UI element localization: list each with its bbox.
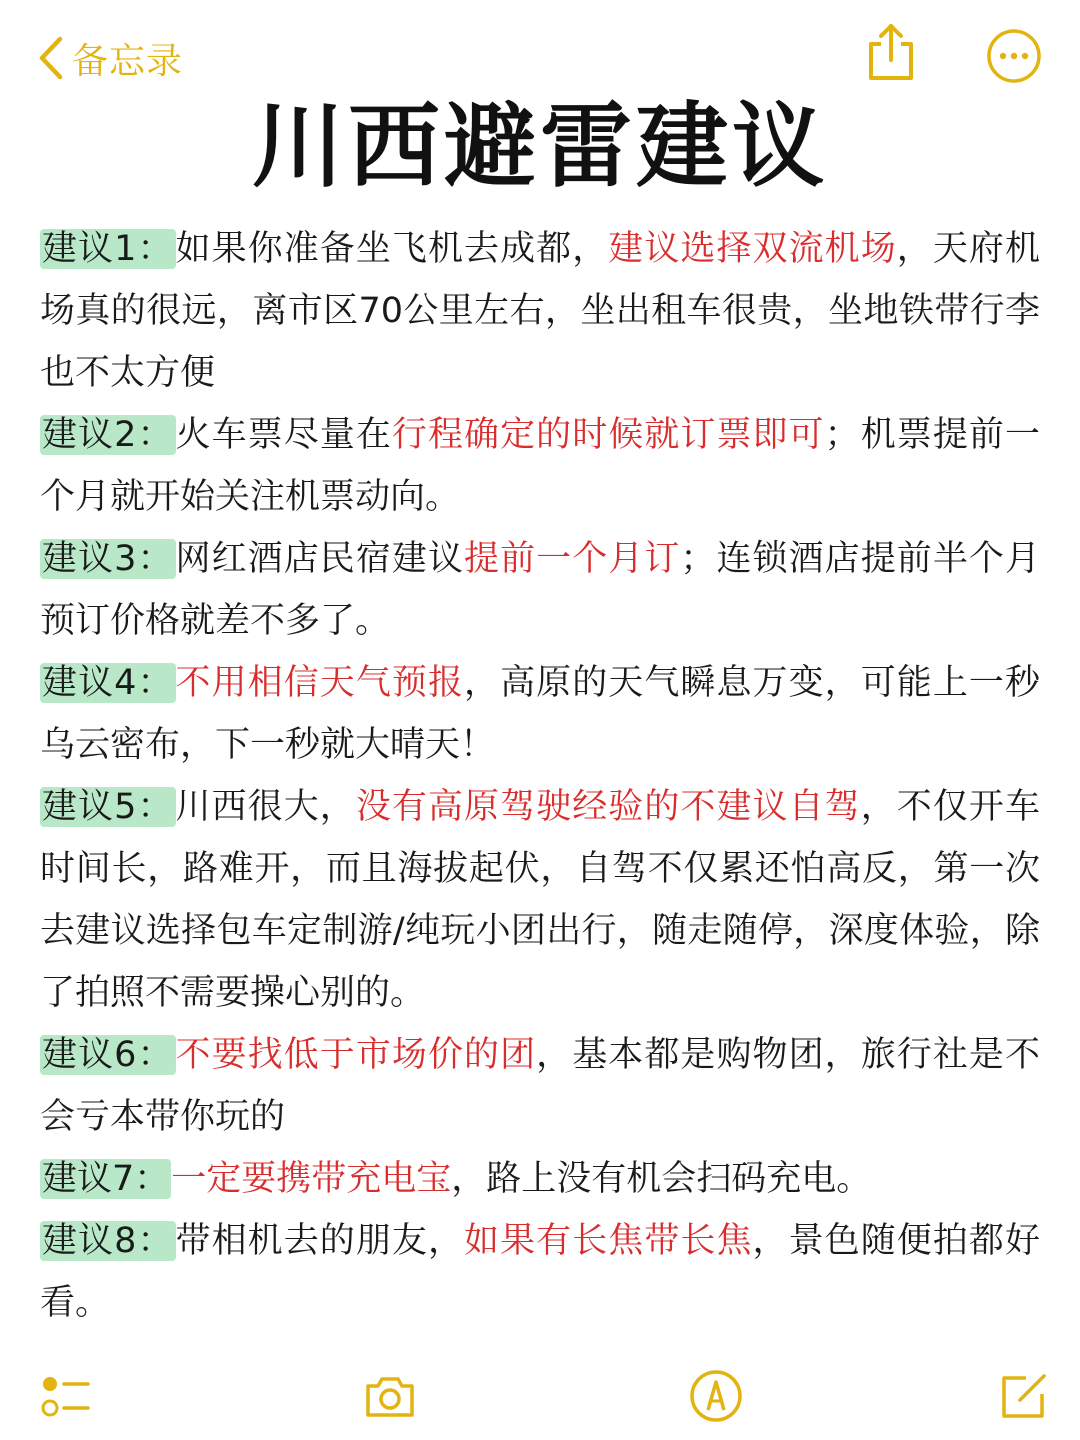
checklist-icon xyxy=(38,1368,94,1424)
suggestion-paragraph xyxy=(40,1210,1040,1334)
highlighted-text: 行程确定的时候就订票即可 xyxy=(391,415,825,455)
more-button[interactable] xyxy=(986,28,1042,84)
body-text: ，高原的天气瞬息万变，可能上一秒乌云密布，下一秒就大晴天！ xyxy=(40,663,1040,765)
suggestion-label: 建议5： xyxy=(42,787,174,827)
compose-button[interactable] xyxy=(996,1368,1052,1424)
more-icon xyxy=(986,28,1042,84)
suggestion-paragraph xyxy=(40,652,1040,776)
suggestion-paragraph xyxy=(40,404,1040,528)
share-icon xyxy=(862,22,920,84)
body-text: 带相机去的朋友， xyxy=(175,1221,465,1261)
body-text: ，不仅开车时间长，路难开，而且海拔起伏，自驾不仅累还怕高反，第一次去建议选择包车定制游/纯玩小团出行，随走随停，深度体验，除了拍照不需要操心别的。 xyxy=(40,787,1040,1013)
markup-button[interactable] xyxy=(688,1368,744,1424)
body-text: 川西很大， xyxy=(175,787,356,827)
suggestion-label: 建议2： xyxy=(42,415,174,455)
body-text: ；机票提前一个月就开始关注机票动向。 xyxy=(40,415,1040,517)
suggestion-paragraph xyxy=(40,776,1040,1024)
suggestion-label: 建议4： xyxy=(42,663,174,703)
checklist-button[interactable] xyxy=(38,1368,94,1424)
camera-icon xyxy=(362,1368,418,1424)
body-text: ，基本都是购物团，旅行社是不会亏本带你玩的 xyxy=(40,1035,1040,1137)
note-body[interactable] xyxy=(40,218,1040,1334)
body-text: ，天府机场真的很远，离市区70公里左右，坐出租车很贵，坐地铁带行李也不太方便 xyxy=(40,229,1040,393)
compose-icon xyxy=(996,1368,1052,1424)
share-button[interactable] xyxy=(862,22,920,84)
camera-button[interactable] xyxy=(362,1368,418,1424)
suggestion-paragraph xyxy=(40,1148,1040,1210)
body-text: ，景色随便拍都好看。 xyxy=(40,1221,1040,1323)
suggestion-paragraph xyxy=(40,218,1040,404)
back-label: 备忘录 xyxy=(72,40,184,82)
suggestion-label: 建议6： xyxy=(42,1035,174,1075)
highlighted-text: 不用相信天气预报 xyxy=(175,663,465,703)
suggestion-paragraph xyxy=(40,528,1040,652)
body-text: ，路上没有机会扫码充电。 xyxy=(451,1159,872,1199)
highlighted-text: 建议选择双流机场 xyxy=(608,229,897,269)
back-button[interactable] xyxy=(36,30,183,86)
body-text: 如果你准备坐飞机去成都， xyxy=(175,229,609,269)
highlighted-text: 没有高原驾驶经验的不建议自驾 xyxy=(355,787,861,827)
suggestion-label: 建议3： xyxy=(42,539,174,579)
chevron-left-icon xyxy=(36,33,66,83)
suggestion-label: 建议1： xyxy=(42,229,174,269)
body-text: 火车票尽量在 xyxy=(175,415,392,455)
note-title[interactable]: 川西避雷建议 xyxy=(251,93,828,200)
body-text: ；连锁酒店提前半个月预订价格就差不多了。 xyxy=(40,539,1040,641)
highlighted-text: 一定要携带充电宝 xyxy=(171,1159,452,1199)
suggestion-label: 建议7： xyxy=(42,1159,170,1199)
highlighted-text: 不要找低于市场价的团 xyxy=(175,1035,537,1075)
highlighted-text: 如果有长焦带长焦 xyxy=(464,1221,753,1261)
highlighted-text: 提前一个月订 xyxy=(464,539,681,579)
bottom-toolbar xyxy=(0,1360,1080,1430)
markup-pen-icon xyxy=(688,1368,744,1424)
suggestion-label: 建议8： xyxy=(42,1221,174,1261)
body-text: 网红酒店民宿建议 xyxy=(175,539,465,579)
suggestion-paragraph xyxy=(40,1024,1040,1148)
